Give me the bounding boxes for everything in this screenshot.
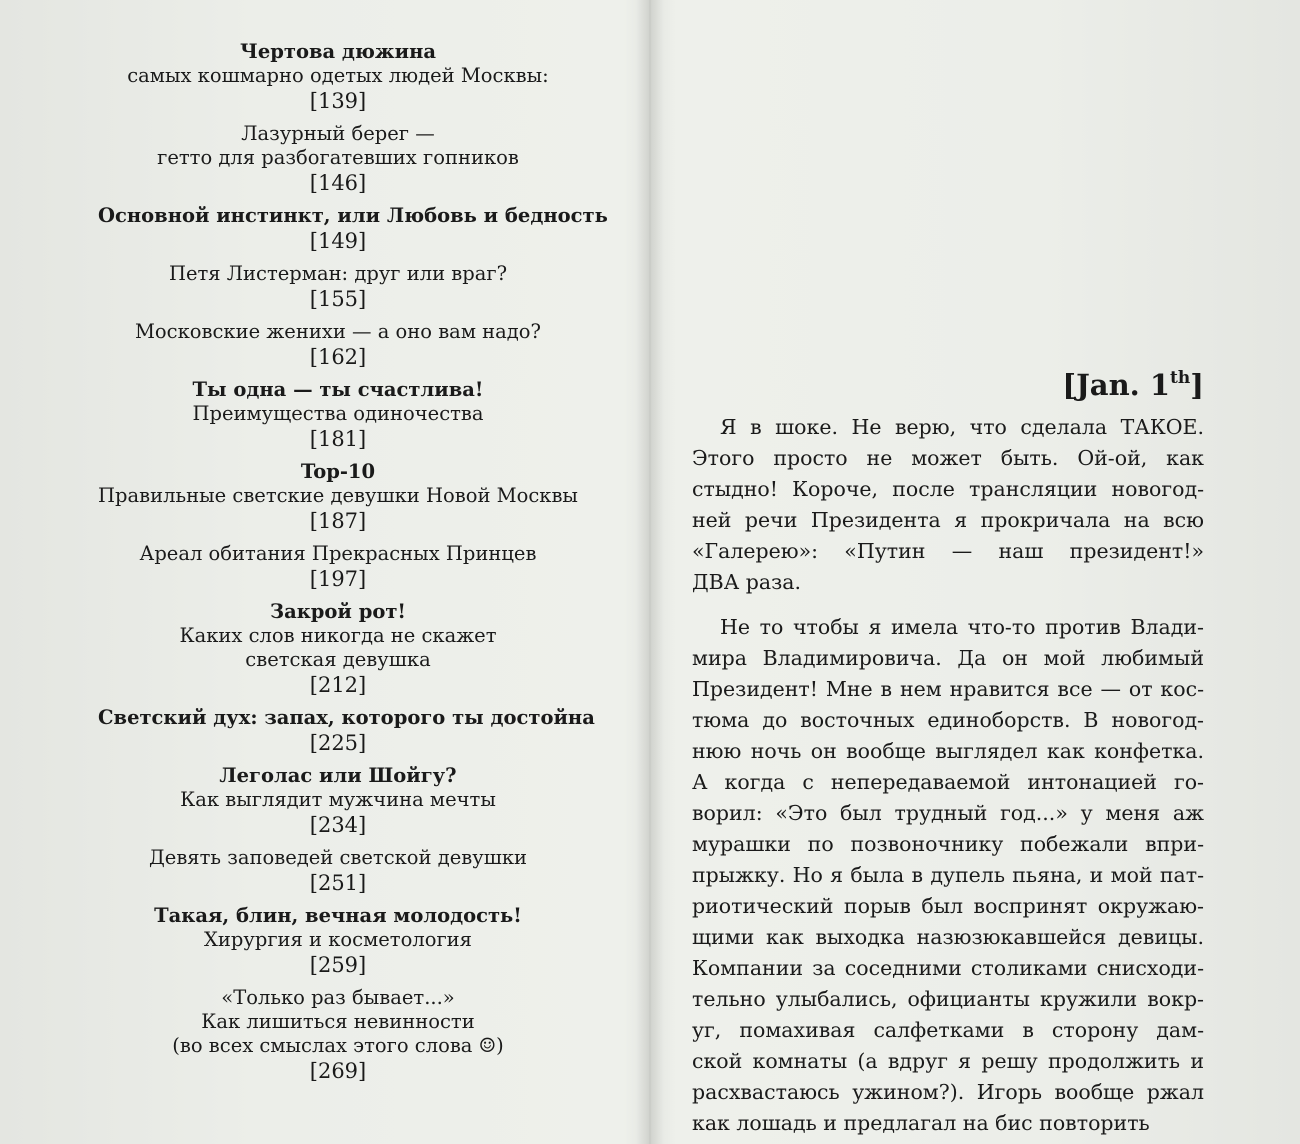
diary-body-text	[692, 412, 1204, 1139]
toc-entry	[98, 378, 578, 452]
toc-entry-title: Ты одна — ты счастлива!	[192, 378, 484, 401]
toc-page-number: [212]	[309, 673, 367, 697]
toc-entry-title: Светский дух: запах, которого ты достойна	[98, 706, 595, 729]
toc-page-number: [259]	[309, 953, 367, 977]
diary-text-line: ворил: «Это был трудный год...» у меня аж	[692, 801, 1204, 825]
diary-text-line: Я в шоке. Не верю, что сделала ТАКОЕ.	[720, 415, 1204, 439]
diary-text-line: стыдно! Короче, после трансляции новогод-	[692, 477, 1204, 501]
right-page-diary	[692, 40, 1204, 1135]
diary-text-line: Этого просто не может быть. Ой-ой, как	[692, 446, 1204, 470]
date-heading-suffix: th	[1170, 368, 1191, 388]
diary-text-line: мурашки по позвоночнику побежали впри-	[692, 832, 1204, 856]
toc-page-number: [146]	[309, 171, 367, 195]
toc-entry	[98, 764, 578, 838]
toc-page-number: [197]	[309, 567, 367, 591]
toc-entry-subtitle: светская девушка	[245, 648, 431, 671]
diary-text-line: как лошадь и предлагал на бис повторить	[692, 1111, 1150, 1135]
toc-entry	[98, 122, 578, 196]
toc-entry-title: Основной инстинкт, или Любовь и бедность	[98, 204, 608, 227]
toc-entry	[98, 706, 595, 756]
toc-entry-subtitle: «Только раз бывает...»	[221, 986, 455, 1009]
toc-entry	[98, 542, 578, 592]
toc-entry	[98, 40, 578, 114]
diary-text-line: мира Владимировича. Да он мой любимый	[692, 646, 1204, 670]
diary-text-line: Президент! Мне в нем нравится все — от кос-	[692, 677, 1204, 701]
toc-entry-title: Такая, блин, вечная молодость!	[154, 904, 522, 927]
toc-entry-subtitle: (во всех смыслах этого слова ☺)	[172, 1034, 504, 1057]
toc-entry	[98, 986, 578, 1084]
diary-text-line: А когда с непередаваемой интонацией го-	[692, 770, 1204, 794]
toc-entry-subtitle: Как выглядит мужчина мечты	[180, 788, 496, 811]
toc-entry-subtitle: самых кошмарно одетых людей Москвы:	[127, 64, 549, 87]
toc-entry	[98, 204, 608, 254]
toc-entry-subtitle: Девять заповедей светской девушки	[148, 846, 528, 869]
toc-entry	[98, 846, 578, 896]
toc-entry-subtitle: Московские женихи — а оно вам надо?	[134, 320, 542, 343]
toc-page-number: [269]	[309, 1059, 367, 1083]
toc-entry-subtitle: Петя Листерман: друг или враг?	[168, 262, 508, 285]
toc-page-number: [162]	[309, 345, 367, 369]
toc-entry	[98, 600, 578, 698]
toc-entry	[98, 904, 578, 978]
diary-text-line: ской комнаты (а вдруг я решу продолжить и	[692, 1049, 1204, 1073]
book-gutter	[636, 0, 664, 1144]
toc-entry-subtitle: гетто для разбогатевших гопников	[157, 146, 519, 169]
date-heading-main: [Jan. 1	[1062, 368, 1171, 402]
left-page-table-of-contents	[98, 40, 608, 1120]
toc-entry-subtitle: Хирургия и косметология	[204, 928, 472, 951]
toc-entry-subtitle: Лазурный берег —	[241, 122, 435, 145]
diary-text-line: тюма до восточных единоборств. В новогод-	[692, 708, 1204, 732]
diary-paragraph	[692, 412, 1204, 598]
diary-text-line: нюю ночь он вообще выглядел как конфетка.	[692, 739, 1204, 763]
toc-page-number: [187]	[309, 509, 367, 533]
diary-date-heading	[692, 368, 1204, 402]
toc-page-number: [234]	[309, 813, 367, 837]
toc-entry-title: Леголас или Шойгу?	[219, 764, 457, 787]
toc-entry-subtitle: Каких слов никогда не скажет	[179, 624, 497, 647]
diary-text-line: тельно улыбались, официанты кружили вокр-	[692, 987, 1204, 1011]
diary-text-line: прыжку. Но я была в дупель пьяна, и мой пат-	[692, 863, 1204, 887]
toc-page-number: [149]	[309, 229, 367, 253]
toc-page-number: [225]	[309, 731, 367, 755]
toc-page-number: [155]	[309, 287, 367, 311]
toc-page-number: [251]	[309, 871, 367, 895]
diary-paragraph	[692, 612, 1204, 1139]
toc-page-number: [181]	[309, 427, 367, 451]
toc-entry	[98, 320, 578, 370]
diary-text-line: уг, помахивая салфетками в сторону дам-	[692, 1018, 1204, 1042]
diary-text-line: Компании за соседними столиками снисходи-	[692, 956, 1204, 980]
date-heading-close: ]	[1190, 368, 1204, 402]
toc-entry-subtitle: Ареал обитания Прекрасных Принцев	[139, 542, 537, 565]
diary-text-line: Не то чтобы я имела что-то против Влади-	[720, 615, 1204, 639]
toc-entry-title: Top-10	[300, 460, 376, 483]
diary-text-line: щими как выходка назюзюкавшейся девицы.	[692, 925, 1204, 949]
toc-entry	[98, 262, 578, 312]
diary-text-line: риотический порыв был воспринят окружаю-	[692, 894, 1204, 918]
toc-entry-title: Чертова дюжина	[240, 40, 436, 63]
diary-text-line: ДВА раза.	[692, 570, 802, 594]
toc-entry-subtitle: Правильные светские девушки Новой Москвы	[98, 484, 578, 507]
toc-entry	[98, 460, 578, 534]
diary-text-line: ней речи Президента я прокричала на всю	[692, 508, 1204, 532]
toc-page-number: [139]	[309, 89, 367, 113]
toc-entry-title: Закрой рот!	[270, 600, 406, 623]
toc-entry-subtitle: Как лишиться невинности	[201, 1010, 475, 1033]
toc-entry-subtitle: Преимущества одиночества	[192, 402, 484, 425]
diary-text-line: «Галерею»: «Путин — наш президент!»	[692, 539, 1204, 563]
diary-text-line: расхвастаюсь ужином?). Игорь вообще ржал	[692, 1080, 1204, 1104]
